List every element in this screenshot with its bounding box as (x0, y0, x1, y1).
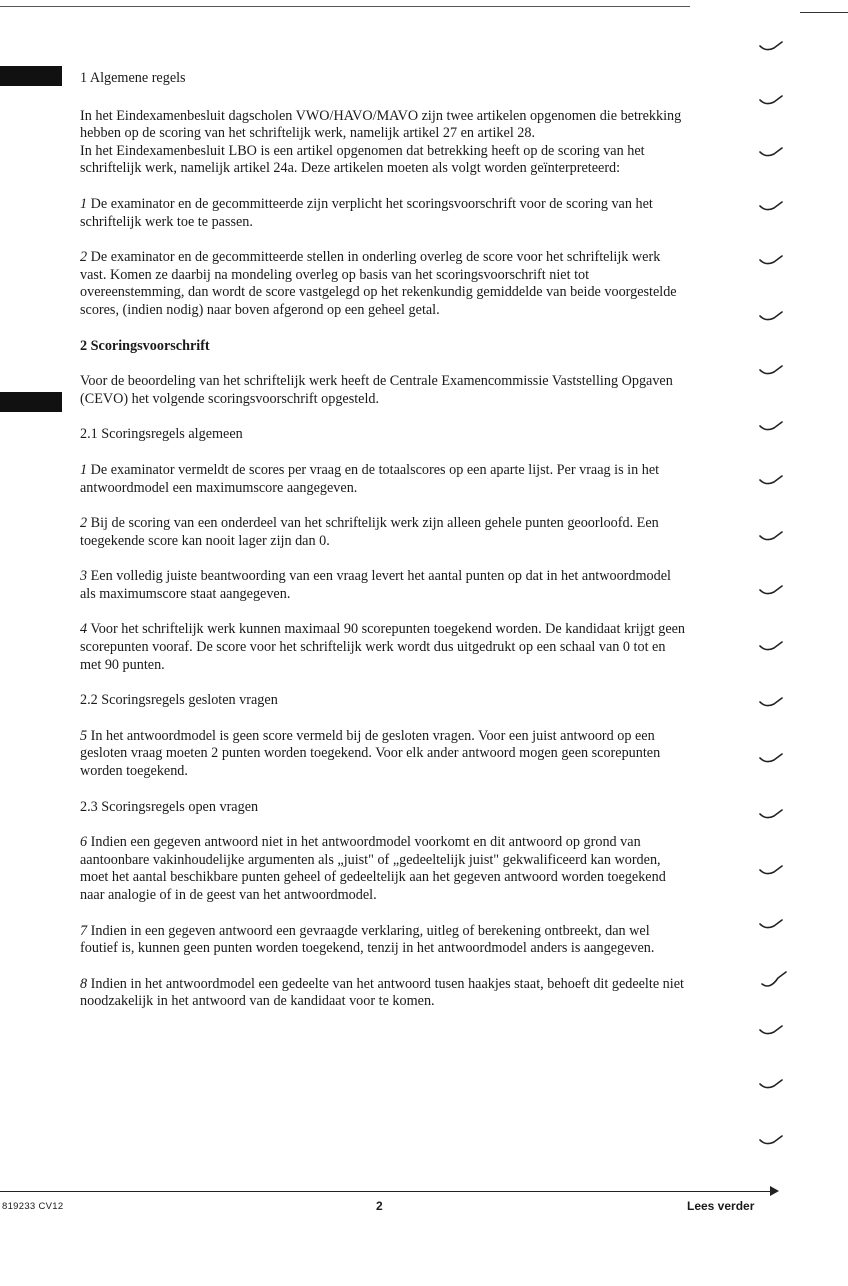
check-mark-icon (760, 1080, 782, 1088)
top-rule-right (800, 12, 848, 13)
rule-text: Indien in een gegeven antwoord een gevraagde verklaring, uitleg of berekening ontbreekt, dan wel foutief is, kunnen geen punten worden toegekend, tenzij in het antwoordmodel anders is aangegeven. (80, 922, 655, 957)
check-mark-icon (760, 42, 782, 50)
rule-number: 2 (80, 515, 88, 532)
rule-text: De examinator en de gecommitteerde stellen in onderling overleg de score voor het schriftelijk werk vast. Komen ze daarbij na mondeling overleg op basis van het scoringsvoorschrift niet tot overeenstemming, dan wordt de score vastgelegd op het rekenkundig gemiddelde van beide voorgestelde scores, (indien nodig) naar boven afgerond op een geheel getal. (80, 249, 677, 318)
document-body (80, 70, 690, 1011)
check-mark-icon (760, 698, 782, 706)
rule-item (80, 196, 690, 231)
rule-text: In het antwoordmodel is geen score vermeld bij de gesloten vragen. Voor een juist antwoord op een gesloten vraag moeten 2 punten worden toegekend. Voor elk ander antwoord mogen geen scorepunten worden toegekend. (80, 727, 661, 780)
rule-text: De examinator vermeldt de scores per vraag en de totaalscores op een aparte lijst. Per vraag is in het antwoordmodel een maximumscore aangegeven. (80, 461, 660, 496)
rule-item (80, 834, 690, 904)
section-heading: 2 Scoringsvoorschrift (80, 337, 210, 354)
check-mark-icon (760, 1136, 782, 1144)
check-mark-icon (760, 366, 782, 374)
rule-item (80, 515, 690, 550)
rule-number: 7 (80, 922, 88, 939)
rule-item (80, 568, 690, 603)
rule-item (80, 462, 690, 497)
rule-text: Een volledig juiste beantwoording van een vraag levert het aantal punten op dat in het antwoordmodel als maximumscore staat aangegeven. (80, 568, 671, 602)
check-mark-icon (760, 96, 782, 104)
rule-item (80, 728, 690, 781)
section-heading: 1 Algemene regels (80, 70, 186, 86)
footer-rule (0, 1191, 776, 1192)
check-mark-icon (760, 256, 782, 264)
check-mark-icon (760, 920, 782, 928)
rule-item (80, 923, 690, 958)
rule-number: 1 (80, 195, 88, 212)
rule-number: 3 (80, 568, 88, 585)
section-marker-bar (0, 392, 62, 412)
arrow-right-icon (770, 1186, 779, 1196)
continue-label: Lees verder (687, 1199, 755, 1213)
rule-item (80, 621, 690, 674)
check-mark-icon (760, 202, 782, 210)
rule-number: 2 (80, 249, 88, 266)
check-mark-icon (760, 586, 782, 594)
check-mark-icon (760, 810, 782, 818)
check-mark-icon (760, 422, 782, 430)
subsection-heading: 2.2 Scoringsregels gesloten vragen (80, 692, 278, 709)
rule-item (80, 249, 690, 319)
paragraph: In het Eindexamenbesluit LBO is een artikel opgenomen dat betrekking heeft op de scoring van het schriftelijk werk, namelijk artikel 24a. Deze artikelen moeten als volgt worden geïnterpreteerd: (80, 142, 645, 177)
rule-text: Voor het schriftelijk werk kunnen maximaal 90 scorepunten toegekend worden. De kandidaat krijgt geen scorepunten vooraf. De score voor het schriftelijk werk wordt dus uitgedrukt op een schaal van 0 tot en met 90 punten. (80, 621, 686, 673)
page-number: 2 (376, 1199, 383, 1213)
rule-number: 1 (80, 461, 88, 478)
rule-text: Indien een gegeven antwoord niet in het antwoordmodel voorkomt en dit antwoord op grond van aantoonbare vakinhoudelijke argumenten als „juist" of „gedeeltelijk juist" gekwalificeerd kan worden, moet het aantal beschikbare punten geheel of gedeeltelijk aan het gegeven antwoord worden toegekend naar analogie of in de geest van het antwoordmodel. (80, 834, 666, 903)
top-rule (0, 6, 690, 7)
check-mark-icon (760, 476, 782, 484)
rule-text: Indien in het antwoordmodel een gedeelte van het antwoord tusen haakjes staat, behoeft dit gedeelte niet noodzakelijk in het antwoord van de kandidaat voor te komen. (80, 975, 684, 1010)
rule-item (80, 976, 690, 1011)
document-code: 819233 CV12 (2, 1201, 64, 1212)
rule-number: 6 (80, 834, 88, 851)
rule-text: Bij de scoring van een onderdeel van het schriftelijk werk zijn alleen gehele punten geoorloofd. Een toegekende score kan nooit lager zijn dan 0. (80, 515, 659, 549)
margin-check-marks (752, 28, 792, 1248)
rule-number: 4 (80, 621, 88, 638)
rule-number: 5 (80, 727, 88, 744)
subsection-heading: 2.3 Scoringsregels open vragen (80, 798, 259, 815)
rule-number: 8 (80, 975, 88, 992)
check-mark-icon (760, 532, 782, 540)
check-mark-icon (762, 972, 786, 986)
paragraph: Voor de beoordeling van het schriftelijk werk heeft de Centrale Examencommissie Vaststelling Opgaven (CEVO) het volgende scoringsvoorschrift opgesteld. (80, 373, 673, 407)
paragraph: In het Eindexamenbesluit dagscholen VWO/HAVO/MAVO zijn twee artikelen opgenomen die betrekking hebben op de scoring van het schriftelijk werk, namelijk artikel 27 en artikel 28. (80, 107, 682, 142)
check-mark-icon (760, 1026, 782, 1034)
check-mark-icon (760, 866, 782, 874)
check-mark-icon (760, 148, 782, 156)
check-mark-icon (760, 312, 782, 320)
check-mark-icon (760, 642, 782, 650)
rule-text: De examinator en de gecommitteerde zijn verplicht het scoringsvoorschrift voor de scoring van het schriftelijk werk toe te passen. (80, 195, 653, 230)
check-mark-icon (760, 754, 782, 762)
subsection-heading: 2.1 Scoringsregels algemeen (80, 426, 243, 443)
section-marker-bar (0, 66, 62, 86)
